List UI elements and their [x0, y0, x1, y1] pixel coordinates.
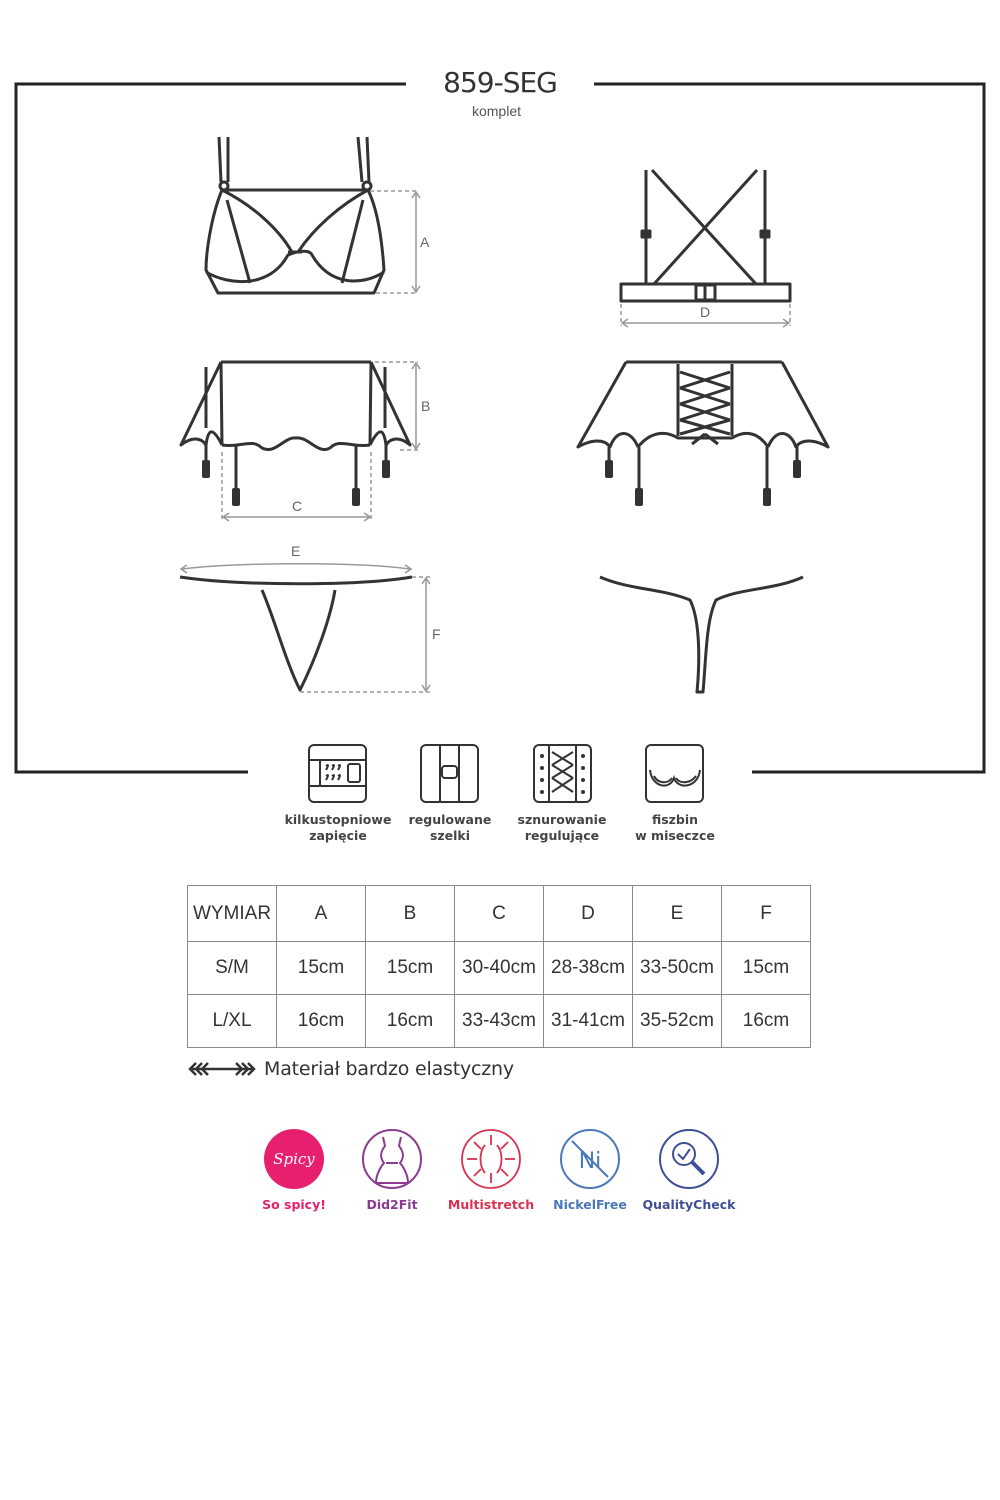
quality-check-icon [660, 1130, 718, 1188]
table-cell: S/M [188, 942, 277, 995]
multistretch-icon [462, 1130, 520, 1188]
garter-belt-front-drawing [181, 362, 410, 488]
dimension-a [370, 191, 420, 293]
dimension-e [181, 564, 411, 573]
table-header-cell: E [633, 886, 722, 942]
table-cell: 15cm [722, 942, 811, 995]
underwire-icon [646, 745, 703, 802]
table-header-cell: F [722, 886, 811, 942]
spicy-icon [264, 1129, 324, 1189]
multi-hook-clasp-icon [309, 745, 366, 802]
garter-clips-back [605, 460, 801, 506]
size-table [187, 885, 811, 1048]
material-note: Materiał bardzo elastyczny [264, 1058, 514, 1080]
table-cell: 28-38cm [544, 942, 633, 995]
thong-front-drawing [180, 577, 412, 690]
table-cell: 16cm [277, 995, 366, 1048]
feature-label-lacing-line1: sznurowanie [517, 812, 607, 827]
badge-label-nickelfree: NickelFree [553, 1197, 627, 1212]
table-header-cell: C [455, 886, 544, 942]
badge-label-qualitycheck: QualityCheck [642, 1197, 736, 1212]
feature-label-clasp-line2: zapięcie [309, 828, 367, 843]
garter-belt-back-drawing [578, 362, 828, 488]
table-cell: L/XL [188, 995, 277, 1048]
table-cell: 31-41cm [544, 995, 633, 1048]
product-type-subtitle: komplet [471, 103, 522, 119]
table-header-row [188, 886, 811, 942]
dimension-b [375, 362, 420, 450]
adjustable-straps-icon [421, 745, 478, 802]
table-cell: 16cm [722, 995, 811, 1048]
table-row [188, 942, 811, 995]
lacing-icon [534, 745, 591, 802]
dimension-label-a: A [420, 234, 430, 250]
dimension-label-f: F [432, 626, 441, 642]
table-cell: 35-52cm [633, 995, 722, 1048]
table-cell: 16cm [366, 995, 455, 1048]
nickel-emblem-text: Ni [578, 1149, 602, 1174]
dimension-label-d: D [700, 304, 711, 320]
product-code-title: 859-SEG [443, 66, 557, 99]
table-cell: 30-40cm [455, 942, 544, 995]
bra-back-drawing [621, 170, 790, 301]
feature-label-straps-line2: szelki [429, 828, 471, 843]
badge-label-spicy: So spicy! [262, 1197, 326, 1212]
bra-front-drawing [206, 137, 384, 293]
did2fit-dress-icon [363, 1130, 421, 1188]
table-header-cell: WYMIAR [188, 886, 277, 942]
feature-label-underwire-line2: w miseczce [635, 828, 715, 843]
elastic-arrows-icon [190, 1063, 254, 1075]
thong-back-drawing [600, 577, 803, 692]
feature-label-lacing [497, 812, 627, 844]
dimension-label-c: C [292, 498, 303, 514]
nickel-free-icon [561, 1130, 619, 1188]
spicy-emblem-text: Spicy [273, 1150, 315, 1168]
dimension-f [300, 577, 430, 692]
feature-label-clasp [273, 812, 403, 844]
table-header-cell: D [544, 886, 633, 942]
table-cell: 15cm [277, 942, 366, 995]
feature-label-clasp-line1: kilkustopniowe [284, 812, 392, 827]
table-cell: 33-43cm [455, 995, 544, 1048]
badge-label-multistretch: Multistretch [447, 1197, 535, 1212]
dimension-label-e: E [291, 543, 301, 559]
badge-label-did2fit: Did2Fit [366, 1197, 418, 1212]
frame-border [16, 84, 984, 772]
table-header-cell: B [366, 886, 455, 942]
feature-label-lacing-line2: regulujące [524, 828, 600, 843]
feature-label-underwire [610, 812, 740, 844]
table-cell: 15cm [366, 942, 455, 995]
feature-label-underwire-line1: fiszbin [651, 812, 699, 827]
table-row [188, 995, 811, 1048]
dimension-label-b: B [421, 398, 431, 414]
feature-label-straps-line1: regulowane [408, 812, 492, 827]
table-header-cell: A [277, 886, 366, 942]
feature-label-straps [385, 812, 515, 844]
table-cell: 33-50cm [633, 942, 722, 995]
